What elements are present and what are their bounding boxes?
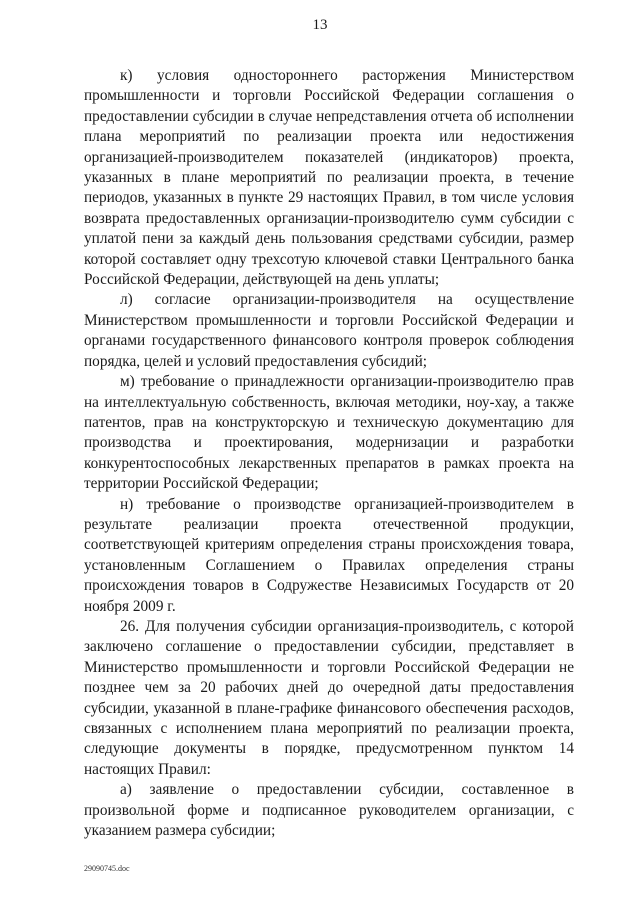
paragraph-l: л) согласие организации-производителя на осуществление Министерством промышленности и торговли Российской Федерации и органами государственного финансового контроля проверок соблюдения порядка, целей и условий предоставления субсидий; xyxy=(84,291,574,370)
paragraph-26: 26. Для получения субсидии организация-производитель, с которой заключено соглашение о предоставлении субсидии, представляет в Министерство промышленности и торговли Российской Федерации не позднее чем за 20 рабочих дней до очередной даты предоставления субсидии, указанной в плане-графике финансового обеспечения расходов, связанных с исполнением плана мероприятий по реализации проекта, следующие документы в порядке, предусмотренном пунктом 14 настоящих Правил: xyxy=(84,617,574,778)
paragraph-m: м) требование о принадлежности организации-производителю прав на интеллектуальную собственность, включая методики, ноу-хау, а также патентов, прав на конструкторскую и техническую документацию для производства и проектирования, модернизации и разработки конкурентоспособных лекарственных препаратов в рамках проекта на территории Российской Федерации; xyxy=(84,373,574,493)
paragraph-k: к) условия одностороннего расторжения Министерством промышленности и торговли Российской Федерации соглашения о предоставлении субсидии в случае непредставления отчета об исполнении плана мероприятий по реализации проекта или недостижения организацией-производителем показателей (индикаторов) проекта, указанных в плане мероприятий по реализации проекта, в течение периодов, указанных в пункте 29 настоящих Правил, в том числе условия возврата предоставленных организации-производителю сумм субсидии с уплатой пени за каждый день пользования средствами субсидии, размер которой составляет одну трехсотую ключевой ставки Центрального банка Российской Федерации, действующей на день уплаты; xyxy=(84,67,574,289)
file-reference: 29090745.doc xyxy=(84,864,130,873)
page-number: 13 xyxy=(312,17,328,33)
document-body xyxy=(84,66,574,841)
paragraph-a: а) заявление о предоставлении субсидии, составленное в произвольной форме и подписанное руководителем организации, с указанием размера субсидии; xyxy=(84,781,574,840)
paragraph-n: н) требование о производстве организацией-производителем в результате реализации проекта отечественной продукции, соответствующей критериям определения страны происхождения товара, установленным Соглашением о Правилах определения страны происхождения товаров в Содружестве Независимых Государств от 20 ноября 2009 г. xyxy=(84,495,574,615)
